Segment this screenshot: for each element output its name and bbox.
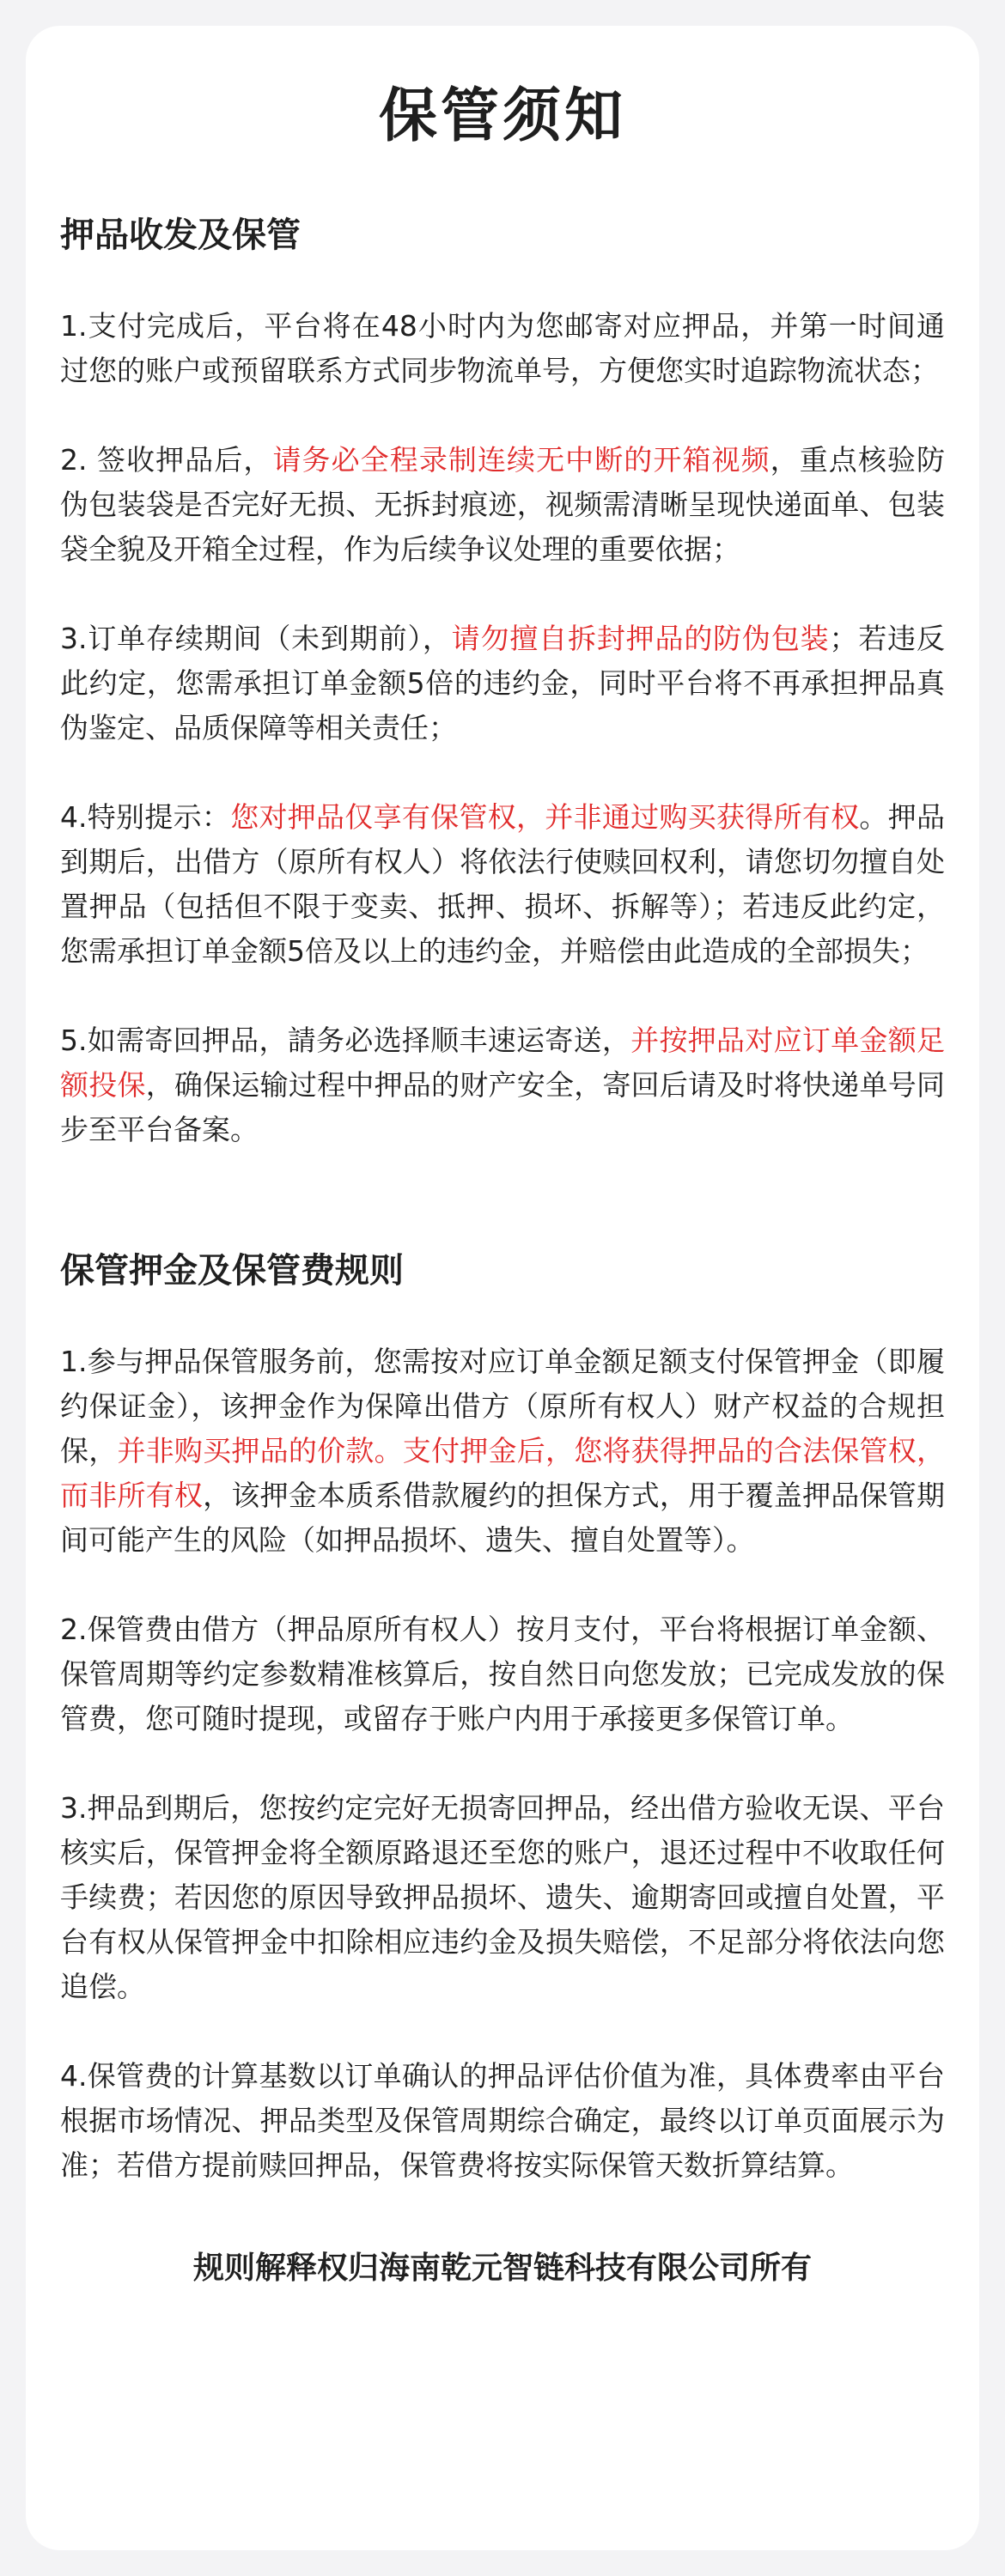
notice-text: 4.特别提示： xyxy=(60,800,231,834)
notice-text: 2. 签收押品后， xyxy=(60,443,273,477)
notice-paragraph xyxy=(60,1786,945,2009)
notice-highlight-text: 您对押品仅享有保管权，并非通过购买获得所有权 xyxy=(230,800,860,834)
notice-text: ，该押金本质系借款履约的担保方式，用于覆盖押品保管期间可能产生的风险（如押品损坏、遗失、擅自处置等）。 xyxy=(60,1479,946,1557)
notice-paragraph xyxy=(60,795,945,974)
notice-text: 1.支付完成后，平台将在48小时内为您邮寄对应押品，并第一时间通过您的账户或预留联系方式同步物流单号，方便您实时追踪物流状态； xyxy=(60,309,945,387)
notice-paragraph xyxy=(60,2054,945,2188)
notice-text: 。押品到期后，出借方（原所有权人）将依法行使赎回权利，请您切勿擅自处置押品（包括但不限于变卖、抵押、损坏、拆解等）；若违反此约定，您需承担订单金额5倍及以上的违约金，并赔偿由此造成的全部损失； xyxy=(60,800,945,968)
notice-paragraph xyxy=(60,304,945,393)
notice-text: ；若违反此约定，您需承担订单金额5倍的违约金，同时平台将不再承担押品真伪鉴定、品质保障等相关责任； xyxy=(60,622,946,744)
notice-highlight-text: 并按押品对应订单金额足额投保 xyxy=(60,1024,945,1102)
rights-footer: 规则解释权归海南乾元智链科技有限公司所有 xyxy=(192,2251,812,2286)
notice-highlight-text: 请务必全程录制连续无中断的开箱视频 xyxy=(272,443,770,477)
notice-paragraph xyxy=(60,1340,945,1563)
notice-highlight-text: 请勿擅自拆封押品的防伪包装 xyxy=(451,622,830,655)
notice-text: 3.订单存续期间（未到期前）， xyxy=(60,622,452,655)
notice-text: 2.保管费由借方（押品原所有权人）按月支付，平台将根据订单金额、保管周期等约定参数精准核算后，按自然日向您发放；已完成发放的保管费，您可随时提现，或留存于账户内用于承接更多保管订单。 xyxy=(60,1613,945,1735)
notice-text: 4.保管费的计算基数以订单确认的押品评估价值为准，具体费率由平台根据市场情况、押品类型及保管周期综合确定，最终以订单页面展示为准；若借方提前赎回押品，保管费将按实际保管天数折算结算。 xyxy=(60,2059,945,2182)
notice-highlight-text: 并非购买押品的价款。支付押金后，您将获得押品的合法保管权，而非所有权 xyxy=(60,1434,946,1512)
notice-text: 3.押品到期后，您按约定完好无损寄回押品，经出借方验收无误、平台核实后，保管押金将全额原路退还至您的账户，退还过程中不收取任何手续费；若因您的原因导致押品损坏、遗失、逾期寄回或擅自处置，平台有权从保管押金中扣除相应违约金及损失赔偿，不足部分将依法向您追偿。 xyxy=(60,1791,945,2003)
notice-paragraph xyxy=(60,438,945,572)
notice-text: ，重点核验防伪包装袋是否完好无损、无拆封痕迹，视频需清晰呈现快递面单、包装袋全貌及开箱全过程，作为后续争议处理的重要依据； xyxy=(60,443,946,566)
notice-card xyxy=(26,26,979,2550)
notice-text: 1.参与押品保管服务前，您需按对应订单金额足额支付保管押金（即履约保证金），该押金作为保障出借方（原所有权人）财产权益的合规担保， xyxy=(60,1345,945,1467)
notice-paragraph xyxy=(60,1018,945,1152)
notice-text: 5.如需寄回押品，請务必选择顺丰速运寄送， xyxy=(60,1024,631,1057)
section-title-receipt-storage: 押品收发及保管 xyxy=(60,216,301,255)
section-title-deposit-fee-rules: 保管押金及保管费规则 xyxy=(60,1251,404,1291)
notice-paragraph xyxy=(60,1607,945,1741)
notice-text: ，确保运输过程中押品的财产安全，寄回后请及时将快递单号同步至平台备案。 xyxy=(60,1068,946,1146)
notice-paragraph xyxy=(60,617,945,750)
page-title: 保管须知 xyxy=(378,82,626,150)
